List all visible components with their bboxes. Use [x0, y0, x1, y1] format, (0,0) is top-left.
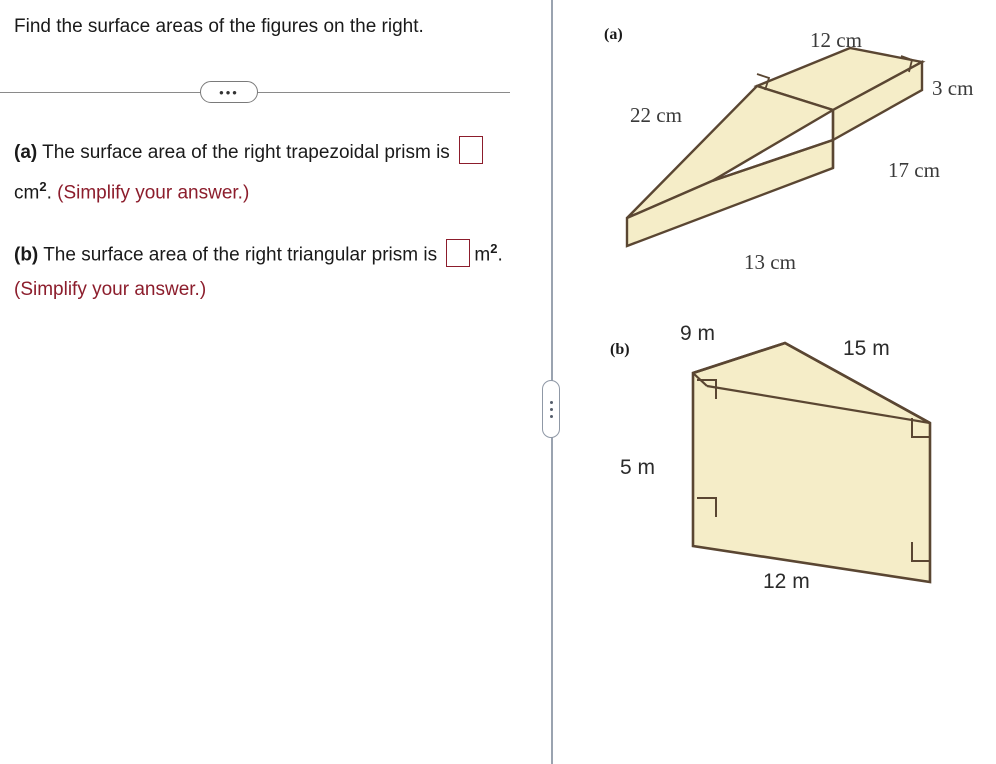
figure-a-label-17cm: 17 cm — [888, 158, 940, 182]
question-b-text: The surface area of the right triangular prism is — [43, 244, 438, 266]
handle-dot-icon — [550, 415, 553, 418]
figure-b-label-9m: 9 m — [680, 322, 716, 345]
question-a-hint: (Simplify your answer.) — [57, 182, 250, 204]
problem-prompt: Find the surface areas of the figures on the right. — [14, 16, 424, 37]
question-a-tag: (a) — [14, 142, 38, 163]
question-a-exponent: 2 — [39, 179, 47, 194]
question-b-exponent: 2 — [490, 241, 498, 257]
question-b-period: . — [497, 244, 503, 266]
question-b-hint: (Simplify your answer.) — [14, 278, 207, 300]
figure-a-label-13cm: 13 cm — [744, 250, 796, 274]
question-a-period: . — [46, 182, 52, 204]
answer-input-a[interactable] — [459, 136, 483, 164]
figure-b-body — [693, 343, 930, 582]
question-a — [14, 136, 514, 210]
figure-a-label-3cm: 3 cm — [932, 76, 974, 100]
figure-b-tag: (b) — [610, 341, 630, 358]
pane-splitter-handle[interactable] — [542, 380, 560, 438]
figures-pane — [560, 0, 996, 764]
section-divider — [14, 78, 522, 106]
divider-expand-button[interactable]: ••• — [200, 81, 258, 103]
handle-dot-icon — [550, 401, 553, 404]
figure-b-label-12m: 12 m — [763, 570, 810, 593]
figure-b-label-5m: 5 m — [620, 456, 656, 479]
question-a-unit: cm — [14, 182, 40, 204]
answer-input-b[interactable] — [446, 239, 470, 267]
figure-a-label-22cm: 22 cm — [630, 103, 682, 127]
handle-dot-icon — [550, 408, 553, 411]
question-b — [14, 232, 514, 306]
question-a-text: The surface area of the right trapezoidal prism is — [42, 142, 450, 163]
figure-a-label-12cm: 12 cm — [810, 28, 862, 52]
question-b-unit: m — [474, 244, 491, 266]
question-b-tag: (b) — [14, 244, 39, 266]
figure-a-tag: (a) — [604, 26, 623, 43]
figure-b-label-15m: 15 m — [843, 337, 890, 360]
